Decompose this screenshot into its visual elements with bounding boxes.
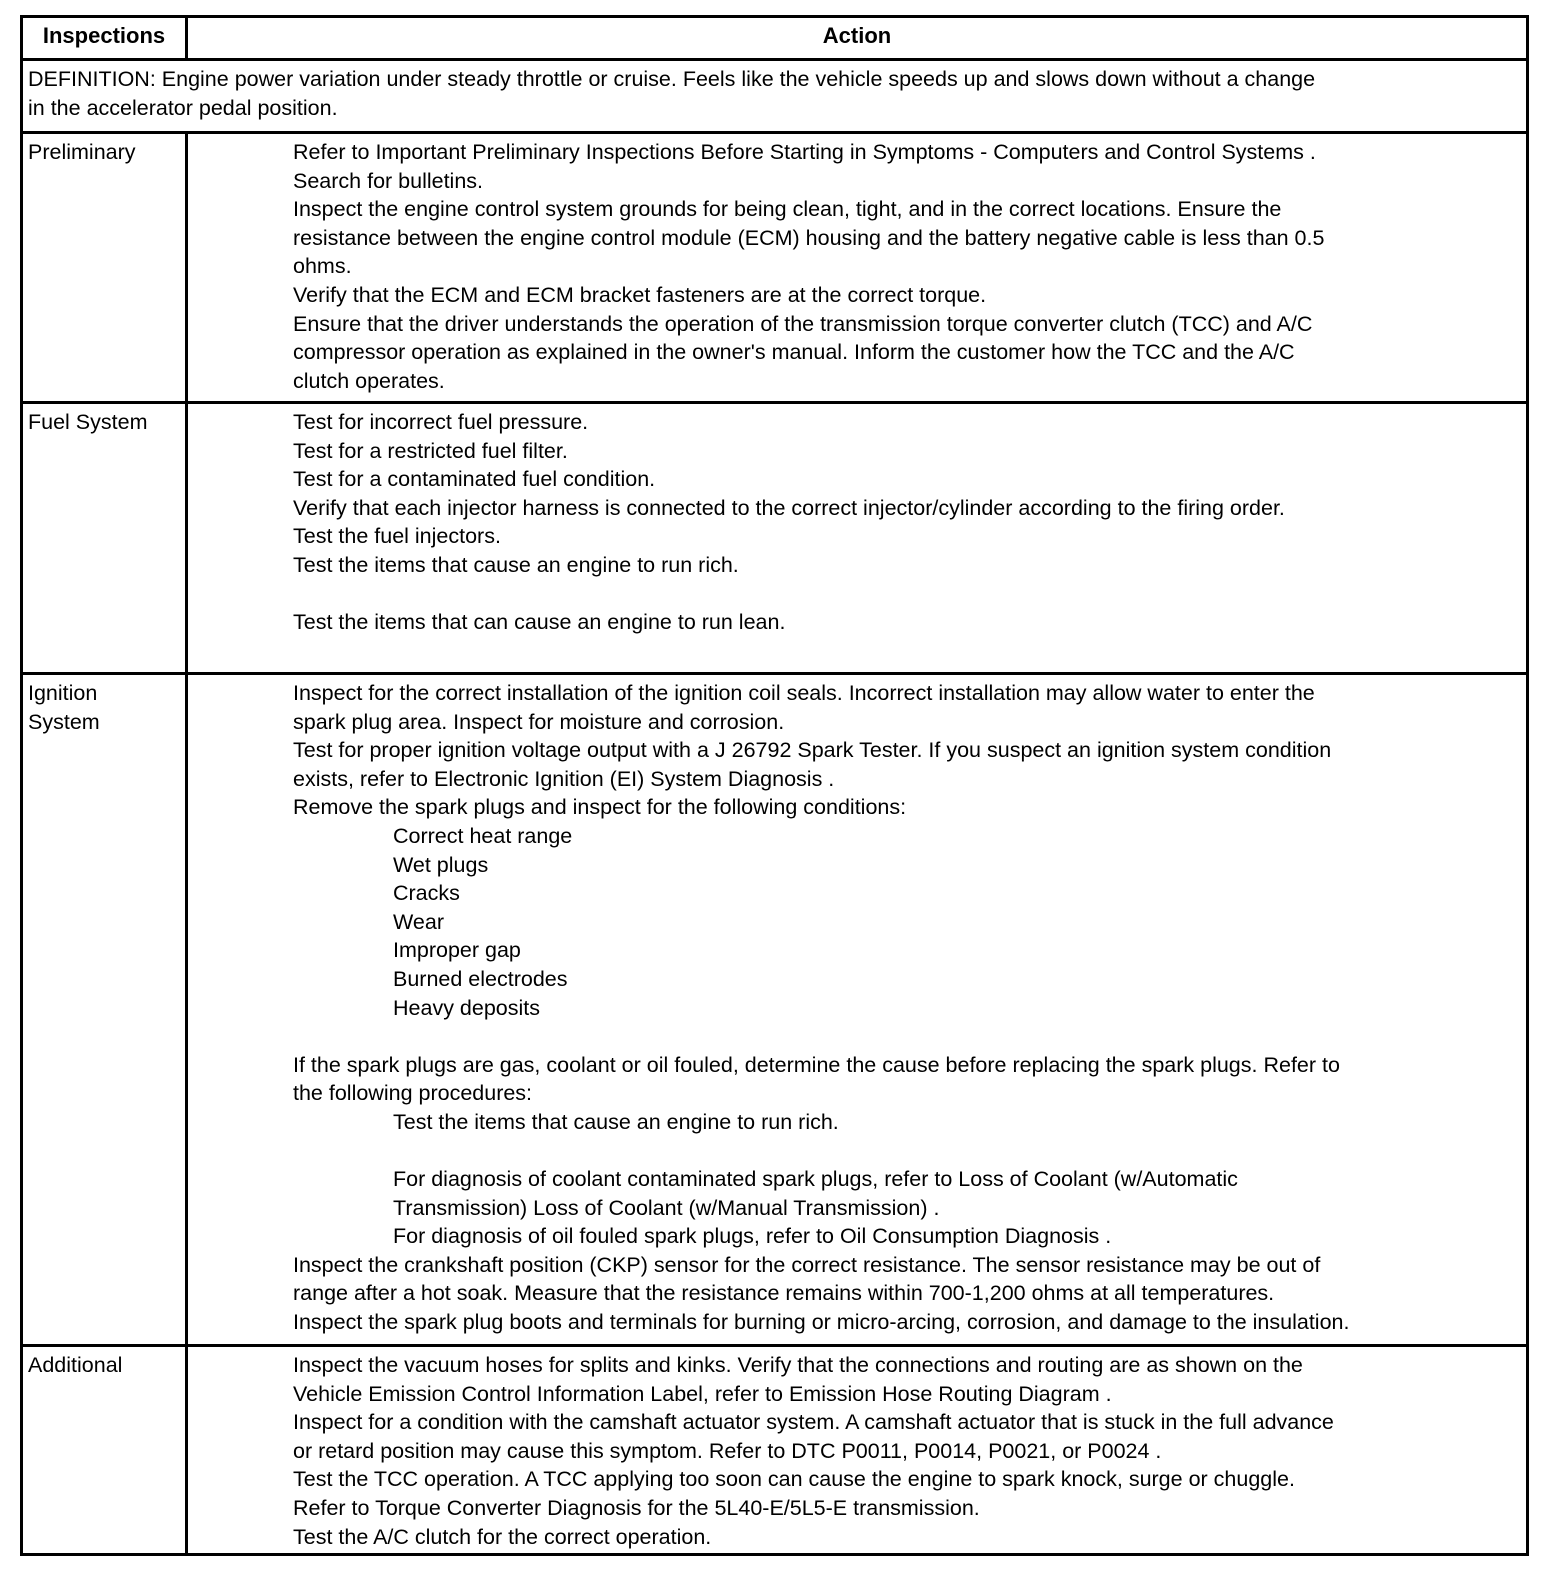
- table-row-fuel-system: [23, 401, 1526, 672]
- table-row-ignition-system: [23, 672, 1526, 1344]
- condition-item: Correct heat range: [393, 823, 573, 848]
- table-row-additional: [23, 1344, 1526, 1553]
- action-line: clutch operates.: [293, 368, 445, 393]
- procedure-item: Test the items that cause an engine to run rich.: [393, 1109, 839, 1134]
- condition-item: Wear: [393, 909, 444, 934]
- action-line: Test for proper ignition voltage output with a J 26792 Spark Tester. If you suspect an ignition system condition: [293, 738, 1332, 763]
- header-action: Action: [822, 23, 892, 48]
- action-line: Test the items that can cause an engine to run lean.: [293, 610, 786, 635]
- action-line: Inspect for the correct installation of the ignition coil seals. Incorrect installation may allow water to enter the: [293, 681, 1315, 705]
- definition-row: [23, 58, 1526, 131]
- action-line: Inspect the engine control system grounds for being clean, tight, and in the correct locations. Ensure the: [293, 197, 1282, 222]
- action-line: or retard position may cause this symptom. Refer to DTC P0011, P0014, P0021, or P0024 .: [293, 1438, 1162, 1463]
- action-line: compressor operation as explained in the owner's manual. Inform the customer how the TCC and the A/C: [293, 340, 1295, 365]
- action-line: Ensure that the driver understands the operation of the transmission torque converter clutch (TCC) and A/C: [293, 311, 1313, 336]
- action-line: range after a hot soak. Measure that the resistance remains within 700-1,200 ohms at all temperatures.: [293, 1281, 1275, 1306]
- row-label: Preliminary: [28, 140, 136, 164]
- action-line: Test the TCC operation. A TCC applying too soon can cause the engine to spark knock, surge or chuggle.: [293, 1467, 1295, 1492]
- action-line: Test the fuel injectors.: [293, 524, 501, 549]
- action-line: Inspect the crankshaft position (CKP) sensor for the correct resistance. The sensor resistance may be out of: [293, 1252, 1321, 1277]
- procedure-item: For diagnosis of coolant contaminated spark plugs, refer to Loss of Coolant (w/Automatic: [393, 1167, 1238, 1192]
- table-row-preliminary: [23, 131, 1526, 401]
- action-line: Test for a restricted fuel filter.: [293, 438, 568, 463]
- action-line: ohms.: [293, 254, 352, 279]
- action-line: Search for bulletins.: [293, 168, 484, 193]
- condition-item: Wet plugs: [393, 852, 489, 877]
- action-line: Inspect the spark plug boots and terminals for burning or micro-arcing, corrosion, and damage to the insulation.: [293, 1310, 1350, 1335]
- action-line: Refer to Torque Converter Diagnosis for the 5L40-E/5L5-E transmission.: [293, 1495, 980, 1520]
- action-line: Test for incorrect fuel pressure.: [293, 410, 589, 434]
- action-line: Refer to Important Preliminary Inspections Before Starting in Symptoms - Computers and Control Systems .: [293, 140, 1316, 164]
- condition-item: Burned electrodes: [393, 966, 568, 991]
- procedure-item: Transmission) Loss of Coolant (w/Manual Transmission) .: [393, 1195, 940, 1220]
- action-line: Test the items that cause an engine to run rich.: [293, 552, 739, 577]
- action-line: Inspect the vacuum hoses for splits and kinks. Verify that the connections and routing are as shown on the: [293, 1353, 1303, 1377]
- row-label: Fuel System: [28, 410, 148, 434]
- action-line: Vehicle Emission Control Information Label, refer to Emission Hose Routing Diagram .: [293, 1381, 1112, 1406]
- row-label: System: [28, 709, 100, 734]
- action-line: If the spark plugs are gas, coolant or oil fouled, determine the cause before replacing the spark plugs. Refer to: [293, 1052, 1340, 1077]
- inspection-table: [20, 15, 1529, 1556]
- row-label: Ignition: [28, 681, 98, 705]
- condition-item: Improper gap: [393, 938, 521, 963]
- header-inspections: Inspections: [23, 18, 188, 58]
- procedure-item: For diagnosis of oil fouled spark plugs, refer to Oil Consumption Diagnosis .: [393, 1224, 1112, 1249]
- action-line: Verify that the ECM and ECM bracket fasteners are at the correct torque.: [293, 282, 987, 307]
- action-line: Test for a contaminated fuel condition.: [293, 467, 656, 492]
- action-line: spark plug area. Inspect for moisture and corrosion.: [293, 709, 785, 734]
- table-header: [23, 18, 1526, 58]
- action-line: Remove the spark plugs and inspect for the following conditions:: [293, 795, 907, 820]
- action-line: Test the A/C clutch for the correct operation.: [293, 1524, 712, 1549]
- action-line: exists, refer to Electronic Ignition (EI) System Diagnosis .: [293, 766, 835, 791]
- action-line: the following procedures:: [293, 1081, 533, 1106]
- action-line: Verify that each injector harness is connected to the correct injector/cylinder according to the firing order.: [293, 495, 1285, 520]
- action-line: Inspect for a condition with the camshaft actuator system. A camshaft actuator that is stuck in the full advance: [293, 1410, 1334, 1435]
- definition-line: DEFINITION: Engine power variation under steady throttle or cruise. Feels like the vehicle speeds up and slows down without a change: [28, 67, 1316, 91]
- condition-item: Heavy deposits: [393, 995, 540, 1020]
- condition-item: Cracks: [393, 881, 460, 906]
- action-line: resistance between the engine control module (ECM) housing and the battery negative cable is less than 0.5: [293, 225, 1325, 250]
- definition-line: in the accelerator pedal position.: [28, 95, 338, 120]
- row-label: Additional: [28, 1353, 123, 1377]
